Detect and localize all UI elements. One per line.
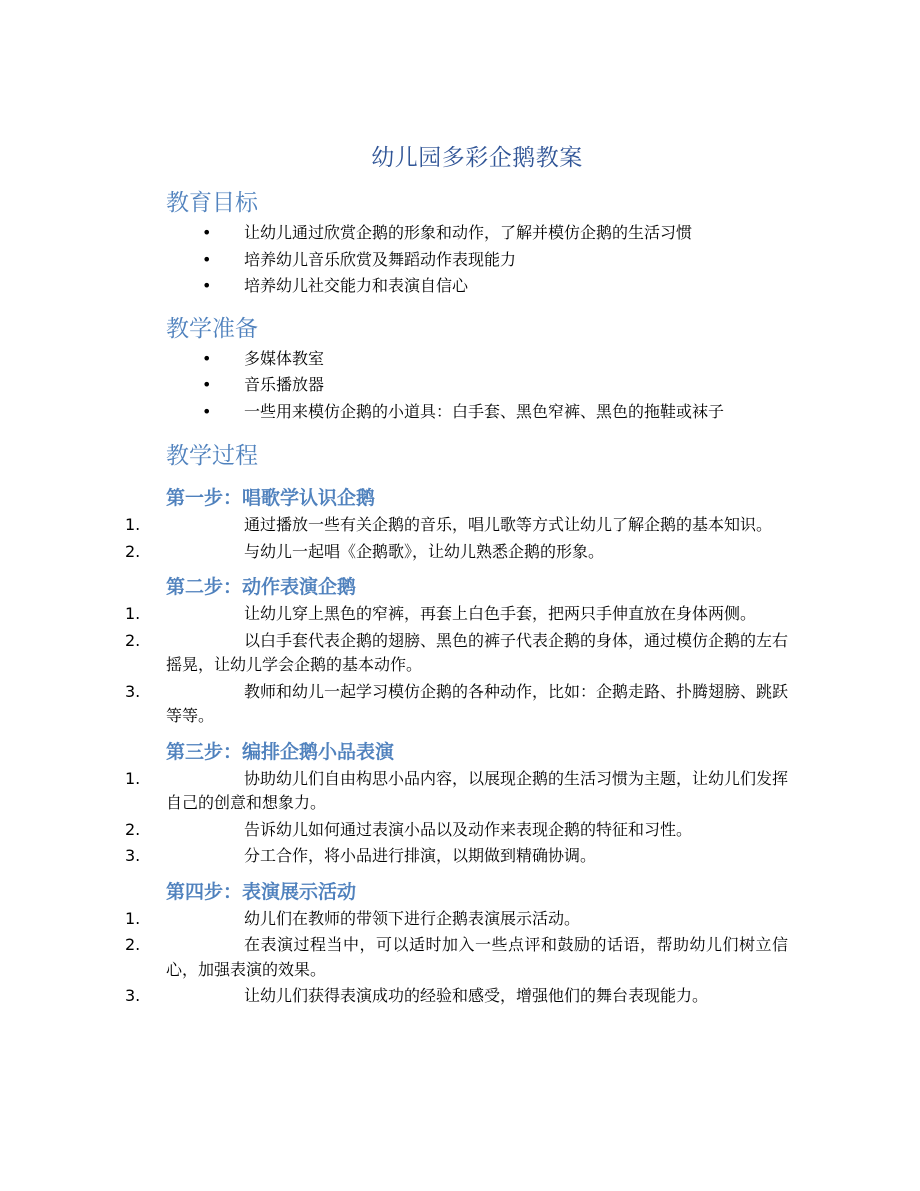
list-item-text: 培养幼儿社交能力和表演自信心 xyxy=(244,276,469,295)
list-number: 1. xyxy=(125,908,141,928)
list-item-text: 在表演过程当中，可以适时加入一些点评和鼓励的话语，帮助幼儿们树立信心，加强表演的效果。 xyxy=(166,935,788,979)
list-item xyxy=(125,818,788,843)
list-number: 1. xyxy=(125,768,141,788)
step-heading-2: 第二步：动作表演企鹅 xyxy=(166,576,357,598)
list-item xyxy=(125,984,788,1009)
list-item xyxy=(166,372,788,399)
step-heading-1: 第一步：唱歌学认识企鹅 xyxy=(166,487,376,509)
bullet-icon: • xyxy=(202,249,212,269)
list-item-text: 多媒体教室 xyxy=(244,348,325,368)
bullet-icon: • xyxy=(202,375,212,394)
bullet-icon: • xyxy=(202,223,212,242)
list-item-text: 培养幼儿音乐欣赏及舞蹈动作表现能力 xyxy=(244,249,517,269)
list-item-text: 以白手套代表企鹅的翅膀、黑色的裤子代表企鹅的身体，通过模仿企鹅的左右摇晃，让幼儿学会企鹅的基本动作。 xyxy=(166,630,789,674)
list-item xyxy=(125,602,788,627)
list-item-text: 通过播放一些有关企鹅的音乐，唱儿歌等方式让幼儿了解企鹅的基本知识。 xyxy=(244,515,773,534)
bullet-icon: • xyxy=(202,401,212,421)
list-item xyxy=(125,629,789,678)
list-item xyxy=(125,513,788,538)
section-heading-prep: 教学准备 xyxy=(166,315,258,342)
list-number: 3. xyxy=(125,846,141,865)
section-heading-process: 教学过程 xyxy=(166,443,258,469)
list-number: 2. xyxy=(125,819,141,839)
list-item xyxy=(166,273,788,300)
list-item-text: 教师和幼儿一起学习模仿企鹅的各种动作，比如：企鹅走路、扑腾翅膀、跳跃等等。 xyxy=(166,681,789,725)
list-item xyxy=(125,540,788,565)
list-item xyxy=(166,220,788,247)
list-item xyxy=(166,399,788,426)
bullet-icon: • xyxy=(202,348,212,368)
list-item-text: 让幼儿们获得表演成功的经验和感受，增强他们的舞台表现能力。 xyxy=(244,986,709,1005)
document-title: 幼儿园多彩企鹅教案 xyxy=(371,145,583,171)
list-number: 2. xyxy=(125,630,141,650)
list-number: 3. xyxy=(125,681,141,701)
step-heading-4: 第四步：表演展示活动 xyxy=(166,880,357,903)
list-item-text: 音乐播放器 xyxy=(244,375,325,394)
list-item-text: 分工合作，将小品进行排演，以期做到精确协调。 xyxy=(244,846,597,865)
list-number: 1. xyxy=(125,604,141,623)
list-item xyxy=(125,767,789,816)
list-item xyxy=(125,680,789,729)
list-number: 3. xyxy=(125,986,141,1005)
list-number: 2. xyxy=(125,541,141,561)
list-item-text: 告诉幼儿如何通过表演小品以及动作来表现企鹅的特征和习性。 xyxy=(244,819,693,839)
list-item-text: 让幼儿穿上黑色的窄裤，再套上白色手套，把两只手伸直放在身体两侧。 xyxy=(244,604,757,623)
list-number: 2. xyxy=(125,935,141,954)
list-item xyxy=(125,844,788,869)
list-item-text: 协助幼儿们自由构思小品内容，以展现企鹅的生活习惯为主题，让幼儿们发挥自己的创意和想象力。 xyxy=(166,768,789,812)
document-page xyxy=(125,140,789,1011)
goals-list xyxy=(166,220,788,300)
bullet-icon: • xyxy=(202,276,212,295)
list-item-text: 幼儿们在教师的带领下进行企鹅表演展示活动。 xyxy=(244,908,581,928)
list-number: 1. xyxy=(125,515,141,534)
list-item xyxy=(166,346,788,373)
list-item xyxy=(166,247,788,274)
step-heading-3: 第三步：编排企鹅小品表演 xyxy=(166,740,395,763)
list-item-text: 与幼儿一起唱《企鹅歌》，让幼儿熟悉企鹅的形象。 xyxy=(244,541,605,561)
list-item xyxy=(125,933,788,982)
step-4-list xyxy=(125,907,788,1009)
list-item xyxy=(125,907,788,932)
step-2-list xyxy=(125,602,789,729)
step-1-list xyxy=(125,513,788,564)
prep-list xyxy=(166,346,788,426)
list-item-text: 让幼儿通过欣赏企鹅的形象和动作，了解并模仿企鹅的生活习惯 xyxy=(244,223,693,242)
step-3-list xyxy=(125,767,789,869)
section-heading-goals: 教育目标 xyxy=(166,190,258,216)
list-item-text: 一些用来模仿企鹅的小道具：白手套、黑色窄裤、黑色的拖鞋或袜子 xyxy=(244,401,725,421)
